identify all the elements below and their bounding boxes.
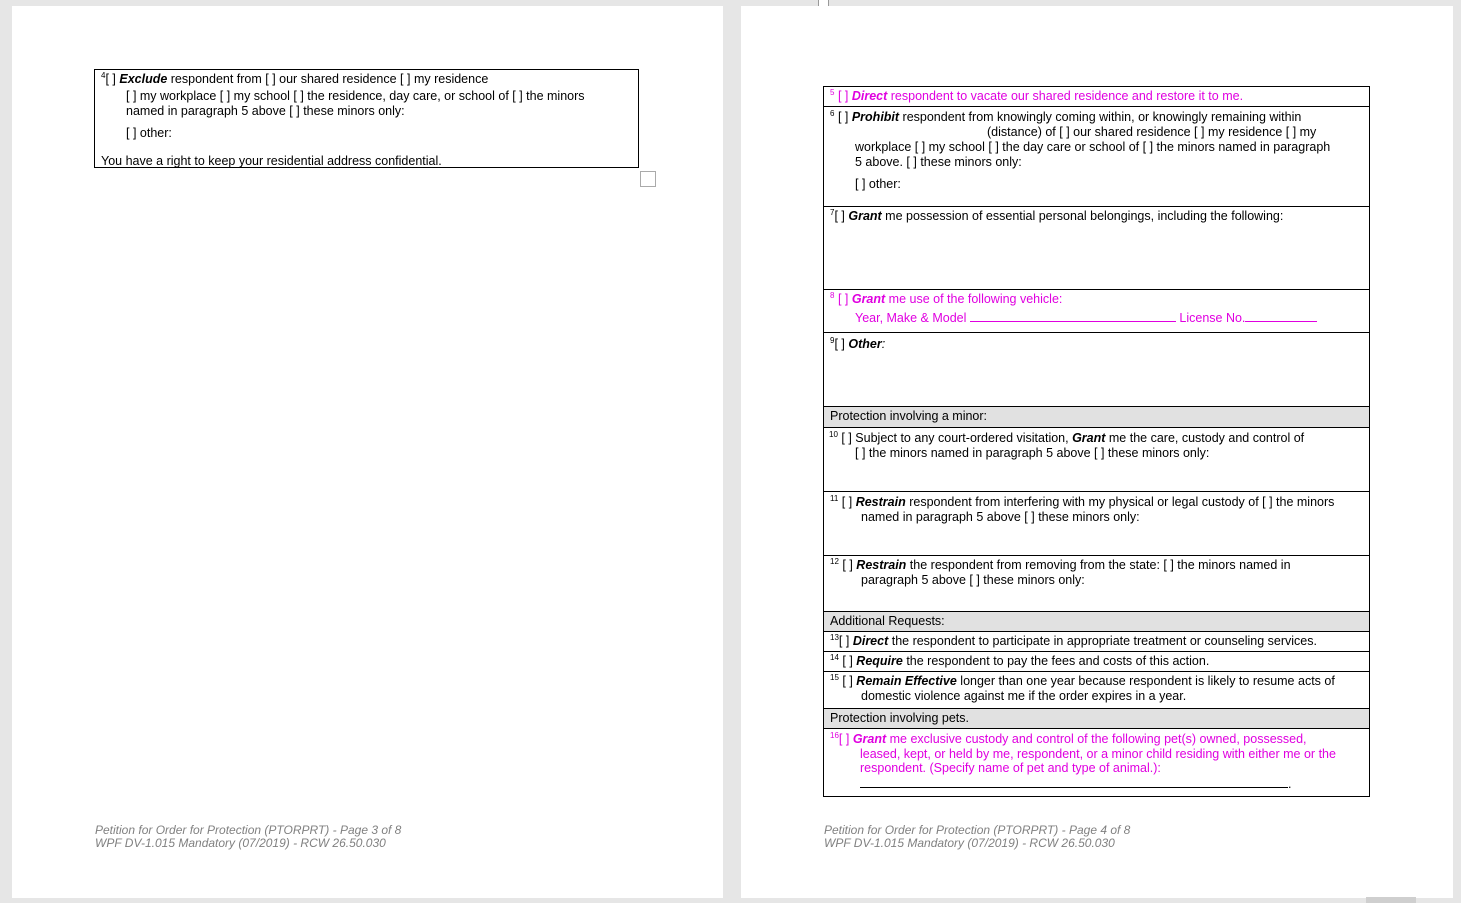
item-12-line-2: paragraph 5 above [ ] these minors only: [861, 573, 1085, 587]
row-item-5 [824, 87, 1369, 107]
bold-label: Restrain [856, 558, 907, 572]
item-6-other: [ ] other: [855, 177, 901, 191]
bold-label: Prohibit [851, 110, 900, 124]
item-4-line-1 [101, 72, 488, 86]
table-resize-handle[interactable] [640, 171, 656, 187]
row-item-9 [824, 333, 1369, 407]
checkbox[interactable]: [ ] [842, 558, 853, 572]
paragraph-4-box [94, 69, 639, 168]
section-title: Protection involving a minor: [830, 409, 988, 423]
item-number: 12 [830, 556, 839, 566]
row-item-11 [824, 492, 1369, 556]
item-text: respondent from interfering with my physical or legal custody of [ ] the minors [905, 495, 1335, 509]
pet-description-field[interactable] [860, 776, 1288, 788]
item-number: 13 [830, 632, 839, 642]
row-item-8 [824, 290, 1369, 333]
item-4-other: [ ] other: [126, 126, 172, 140]
checkbox[interactable]: [ ] [838, 732, 850, 746]
item-text: me exclusive custody and control of the following pet(s) owned, possessed, [886, 732, 1307, 746]
item-10-line-2: [ ] the minors named in paragraph 5 above [ ] these minors only: [855, 446, 1210, 460]
period: . [1288, 777, 1292, 791]
checkbox[interactable]: [ ] [838, 634, 850, 648]
bold-label: Remain Effective [856, 674, 957, 688]
document-page-3 [12, 6, 723, 898]
item-6-line-2: (distance) of [ ] our shared residence [ ] my residence [ ] my [987, 125, 1317, 139]
footer-line-1: Petition for Order for Protection (PTORPRT) - Page 3 of 8 [95, 823, 402, 837]
license-label: License No. [1179, 311, 1246, 325]
item-16-line-3: respondent. (Specify name of pet and type of animal.): [860, 761, 1161, 775]
item-16-line-2: leased, kept, or held by me, respondent, or a minor child residing with either me or the [860, 747, 1336, 761]
checkbox[interactable]: [ ] [834, 337, 845, 351]
item-text: respondent from [ ] our shared residence [ ] my residence [167, 72, 489, 86]
item-number: 11 [830, 493, 839, 503]
row-item-15 [824, 672, 1369, 709]
checkbox[interactable]: [ ] [841, 431, 852, 445]
checkbox[interactable]: [ ] [837, 89, 849, 103]
item-6-line-4: 5 above. [ ] these minors only: [855, 155, 1022, 169]
bold-label: Restrain [855, 495, 906, 509]
item-number: 5 [830, 87, 835, 97]
row-item-14 [824, 652, 1369, 672]
section-title: Protection involving pets. [830, 711, 969, 725]
horizontal-scrollbar-thumb[interactable] [1366, 897, 1416, 903]
checkbox[interactable]: [ ] [834, 209, 845, 223]
section-header-additional [824, 612, 1369, 632]
item-number: 16 [830, 730, 839, 740]
row-item-16 [824, 729, 1369, 796]
item-number: 10 [829, 429, 838, 439]
item-text: the respondent to participate in appropriate treatment or counseling services. [888, 634, 1317, 648]
row-item-7 [824, 207, 1369, 290]
item-text: the respondent to pay the fees and costs of this action. [902, 654, 1210, 668]
checkbox[interactable]: [ ] [842, 654, 853, 668]
item-text: : [881, 337, 886, 351]
bold-label: Grant [852, 732, 887, 746]
checkbox[interactable]: [ ] [837, 110, 849, 124]
item-text: the respondent from removing from the state: [ ] the minors named in [906, 558, 1291, 572]
checkbox[interactable]: [ ] [837, 292, 849, 306]
license-field[interactable] [1245, 310, 1317, 322]
bold-label: Direct [851, 89, 888, 103]
item-number: 8 [830, 290, 835, 300]
item-number: 7 [830, 207, 835, 217]
row-item-12 [824, 556, 1369, 612]
row-item-13 [824, 632, 1369, 652]
checkbox[interactable]: [ ] [841, 495, 853, 509]
item-15-line-2: domestic violence against me if the order expires in a year. [861, 689, 1187, 703]
item-4-line-2: [ ] my workplace [ ] my school [ ] the residence, day care, or school of [ ] the minors [126, 89, 585, 103]
item-4-line-3: named in paragraph 5 above [ ] these minors only: [126, 104, 405, 118]
page-4-footer [824, 824, 1130, 850]
footer-line-1: Petition for Order for Protection (PTORPRT) - Page 4 of 8 [824, 823, 1131, 837]
bold-label: Direct [852, 634, 889, 648]
item-text: me possession of essential personal belongings, including the following: [881, 209, 1284, 223]
row-item-10 [824, 428, 1369, 492]
vehicle-year-label: Year, Make & Model [855, 311, 967, 325]
bold-label: Require [856, 654, 903, 668]
bold-label: Exclude [119, 72, 168, 86]
section-header-pets [824, 709, 1369, 729]
vehicle-year-field[interactable] [970, 310, 1176, 322]
item-text-pre: Subject to any court-ordered visitation, [855, 431, 1073, 445]
item-text: longer than one year because respondent is likely to resume acts of [956, 674, 1335, 688]
item-6-line-3: workplace [ ] my school [ ] the day care or school of [ ] the minors named in paragraph [855, 140, 1331, 154]
checkbox-exclude[interactable]: [ ] [105, 72, 116, 86]
item-number: 9 [830, 335, 835, 345]
page-3-footer [95, 824, 401, 850]
item-number: 4 [101, 70, 106, 80]
item-text: me the care, custody and control of [1105, 431, 1305, 445]
footer-line-2: WPF DV-1.015 Mandatory (07/2019) - RCW 26.50.030 [95, 836, 386, 850]
confidential-address-note: You have a right to keep your residential address confidential. [101, 154, 442, 168]
document-page-4 [741, 6, 1453, 898]
row-item-6 [824, 107, 1369, 207]
item-text: me use of the following vehicle: [885, 292, 1063, 306]
item-11-line-2: named in paragraph 5 above [ ] these minors only: [861, 510, 1140, 524]
item-number: 6 [830, 108, 835, 118]
item-number: 14 [830, 652, 839, 662]
bold-label: Grant [851, 292, 886, 306]
section-header-minor [824, 407, 1369, 428]
item-number: 15 [830, 672, 839, 682]
item-text: respondent from knowingly coming within, or knowingly remaining within [899, 110, 1302, 124]
bold-label: Other [848, 337, 882, 351]
requests-table [823, 86, 1370, 797]
checkbox[interactable]: [ ] [842, 674, 853, 688]
bold-label: Grant [848, 209, 882, 223]
bold-label: Grant [1072, 431, 1106, 445]
item-text: respondent to vacate our shared residence and restore it to me. [887, 89, 1244, 103]
section-title: Additional Requests: [830, 614, 945, 628]
footer-line-2: WPF DV-1.015 Mandatory (07/2019) - RCW 26.50.030 [824, 836, 1115, 850]
